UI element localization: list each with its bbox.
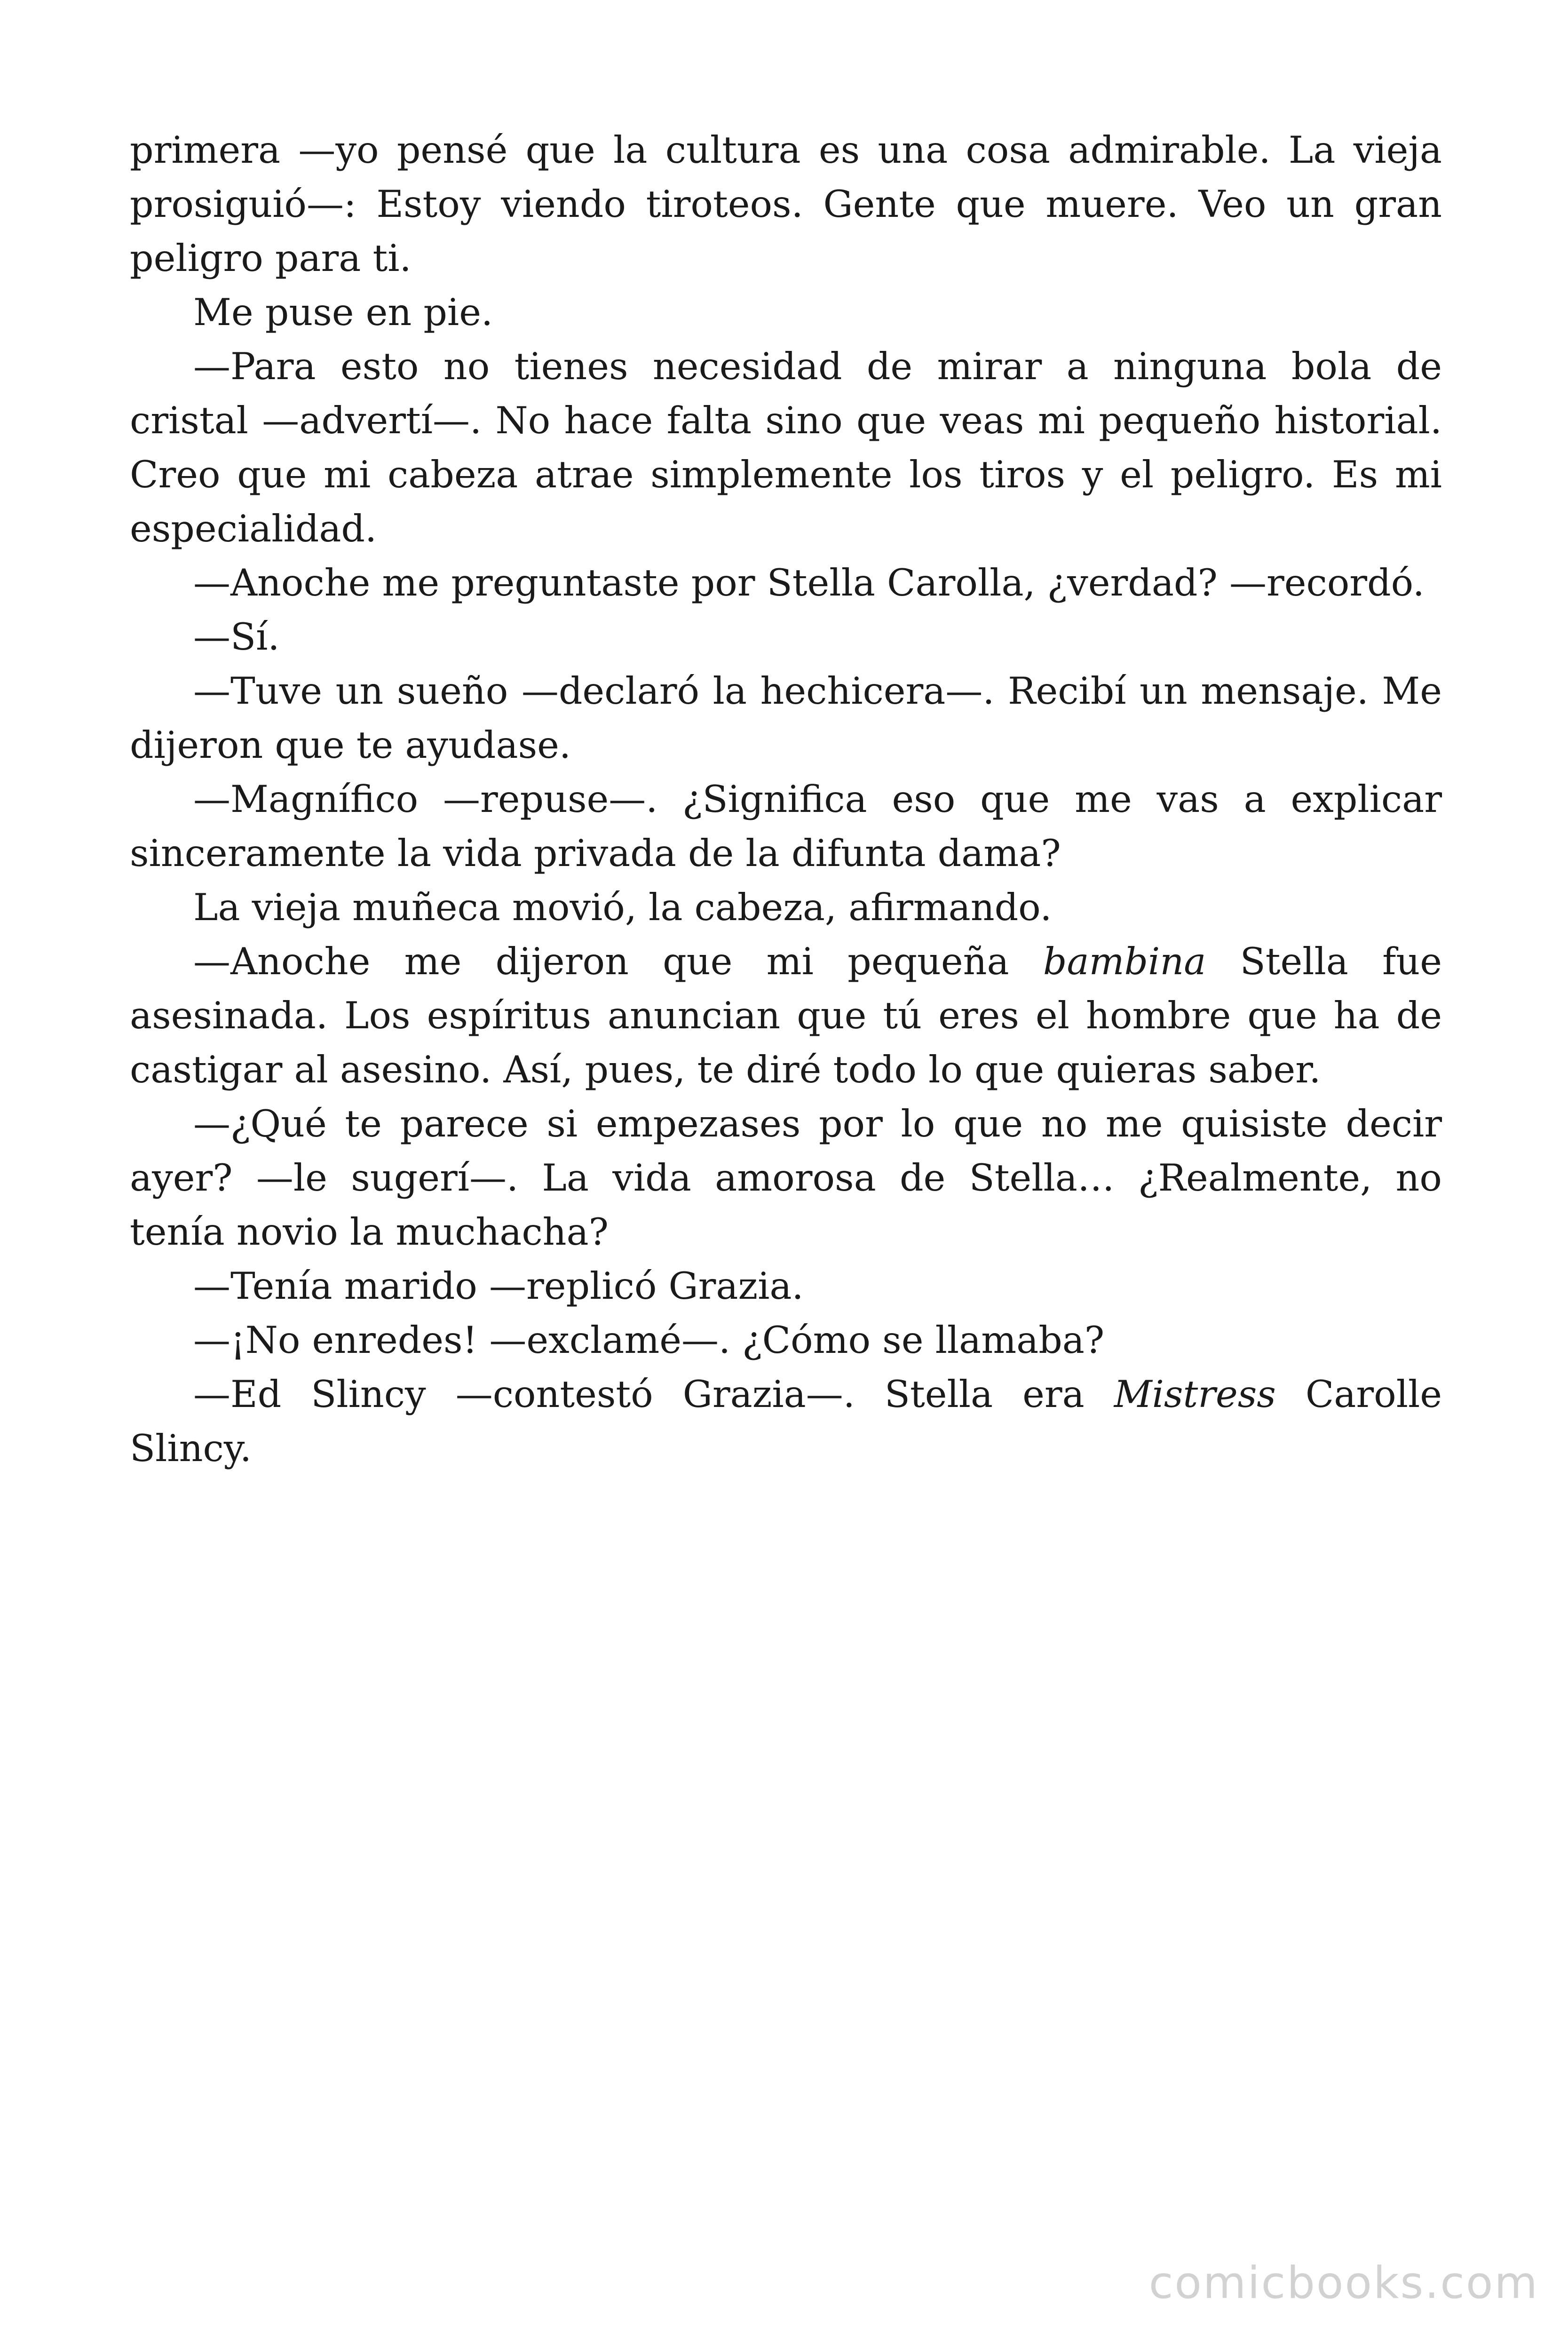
paragraph bbox=[130, 1367, 1442, 1476]
paragraph bbox=[130, 286, 1442, 340]
paragraph-text: —Magnífico —repuse—. ¿Significa eso que me vas a explicar sinceramente la vida privada de la difunta dama? bbox=[130, 778, 1442, 875]
paragraph bbox=[130, 881, 1442, 935]
watermark: comicbooks.com bbox=[1148, 2257, 1539, 2309]
paragraph bbox=[130, 1097, 1442, 1259]
paragraph-text: —¿Qué te parece si empezases por lo que no me quisiste decir ayer? —le sugerí—. La vida amorosa de Stella… ¿Realmente, no tenía novio la muchacha? bbox=[130, 1102, 1442, 1254]
body-text bbox=[130, 123, 1442, 1476]
paragraph-text: —Tenía marido —replicó Grazia. bbox=[193, 1264, 804, 1308]
paragraph bbox=[130, 123, 1442, 286]
paragraph-text: La vieja muñeca movió, la cabeza, afirmando. bbox=[193, 886, 1052, 929]
paragraph-text: —Anoche me preguntaste por Stella Carolla, ¿verdad? —recordó. bbox=[193, 561, 1425, 604]
paragraph bbox=[130, 610, 1442, 664]
paragraph-text: —¡No enredes! —exclamé—. ¿Cómo se llamaba? bbox=[193, 1319, 1105, 1362]
paragraph-text: Stella fue asesinada. Los espíritus anuncian que tú eres el hombre que ha de castigar al asesino. Así, pues, te diré todo lo que quieras saber. bbox=[130, 940, 1442, 1091]
paragraph bbox=[130, 340, 1442, 556]
paragraph-text: —Anoche me dijeron que mi pequeña bbox=[193, 940, 1043, 983]
paragraph-text: —Para esto no tienes necesidad de mirar a ninguna bola de cristal —advertí—. No hace falta sino que veas mi pequeño historial. Creo que mi cabeza atrae simplemente los tiros y el peligro. Es mi especialidad. bbox=[130, 345, 1442, 550]
paragraph-text: Carolle Slincy. bbox=[130, 1373, 1442, 1470]
italic-text: bambina bbox=[1043, 940, 1206, 983]
paragraph bbox=[130, 1259, 1442, 1313]
paragraph-text: primera —yo pensé que la cultura es una cosa admirable. La vieja prosiguió—: Estoy viendo tiroteos. Gente que muere. Veo un gran peligro para ti. bbox=[130, 128, 1442, 280]
paragraph-text: —Sí. bbox=[193, 615, 280, 659]
paragraph bbox=[130, 1313, 1442, 1367]
paragraph-text: —Tuve un sueño —declaró la hechicera—. Recibí un mensaje. Me dijeron que te ayudase. bbox=[130, 669, 1442, 767]
paragraph-text: —Ed Slincy —contestó Grazia—. Stella era bbox=[193, 1373, 1114, 1416]
paragraph-text: Me puse en pie. bbox=[193, 291, 493, 334]
paragraph bbox=[130, 556, 1442, 610]
paragraph bbox=[130, 772, 1442, 881]
paragraph bbox=[130, 935, 1442, 1097]
italic-text: Mistress bbox=[1114, 1373, 1276, 1416]
paragraph bbox=[130, 664, 1442, 772]
